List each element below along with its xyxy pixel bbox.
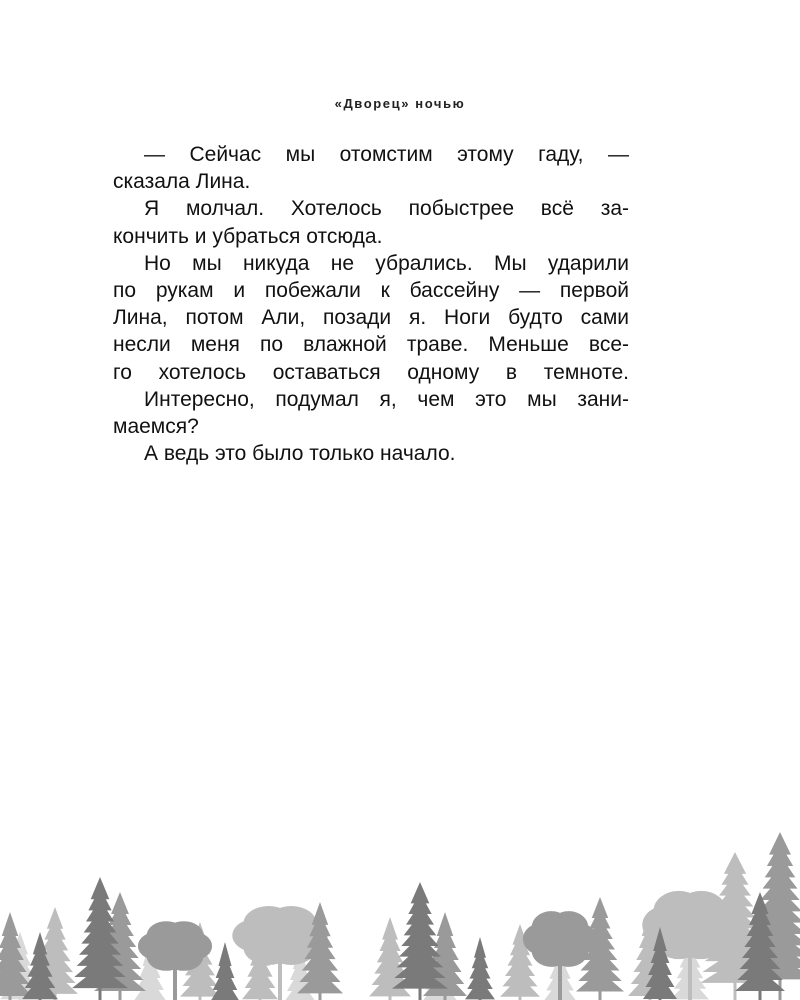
text-line: по рукам и побежали к бассейну — первой — [113, 278, 629, 302]
text-line: Лина, потом Али, позади я. Ноги будто сами — [113, 306, 629, 330]
text-line: го хотелось оставаться одному в темноте. — [113, 360, 629, 384]
text-line: маемся? — [113, 414, 199, 438]
forest-silhouette-icon — [0, 830, 800, 1000]
text-line: сказала Лина. — [113, 170, 251, 194]
running-header: «Дворец» ночью — [334, 96, 466, 111]
body-text — [113, 141, 629, 467]
text-line: А ведь это было только начало. — [144, 442, 456, 466]
text-line: несли меня по влажной траве. Меньше все- — [113, 333, 629, 357]
text-line: — Сейчас мы отомстим этому гаду, — — [144, 143, 629, 166]
text-line: Я молчал. Хотелось побыстрее всё за- — [144, 197, 629, 221]
text-line: Интересно, подумал я, чем это мы зани- — [144, 387, 629, 411]
text-line: кончить и убраться отсюда. — [113, 224, 383, 248]
text-line: Но мы никуда не убрались. Мы ударили — [144, 251, 629, 275]
